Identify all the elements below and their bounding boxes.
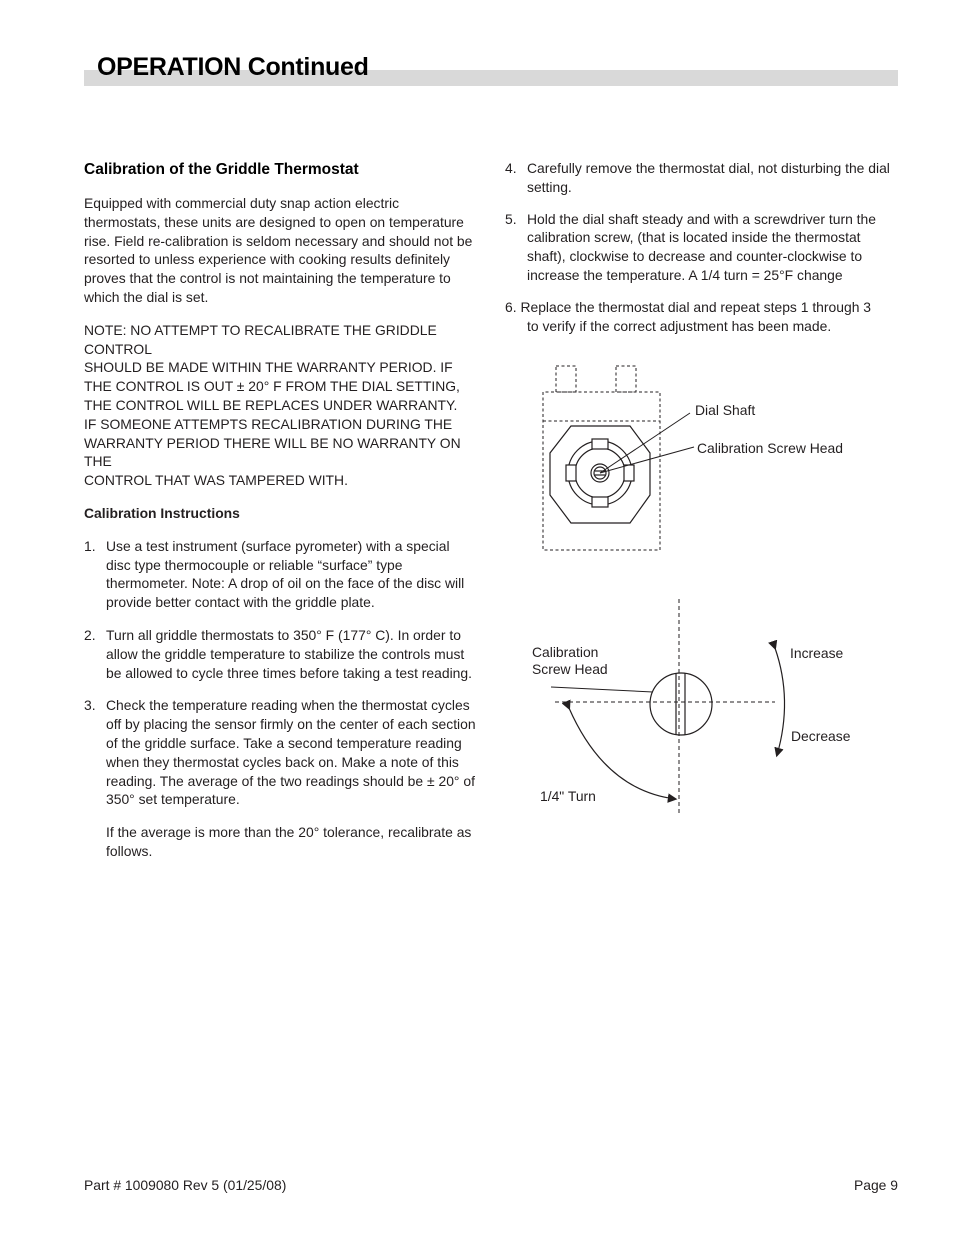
axis-lines	[555, 599, 775, 815]
instruction-step-1	[84, 537, 478, 612]
instruction-step-6	[505, 298, 900, 336]
label-screw-head: Screw Head	[532, 661, 608, 677]
note-line: THE CONTROL IS OUT ± 20° F FROM THE DIAL SETTING,	[84, 378, 460, 395]
footer-part-number: Part # 1009080 Rev 5 (01/25/08)	[84, 1177, 287, 1193]
right-column	[505, 159, 900, 335]
step-text: Turn all griddle thermostats to 350° F (177° C). In order to allow the griddle temperature to stabilize the controls must be allowed to cycle three times before taking a test reading.	[106, 626, 472, 681]
note-line: WARRANTY PERIOD THERE WILL BE NO WARRANTY ON THE	[84, 434, 461, 470]
intro-paragraph: Equipped with commercial duty snap action electric thermostats, these units are designed to open on temperature rise. Field re-calibration is seldom necessary and should not be resorted to unless experience with cooking results definitely proves that the control is not maintaining the temperature to which the dial is set.	[84, 195, 473, 305]
step-number: 1.	[84, 537, 96, 554]
step-text: Hold the dial shaft steady and with a screwdriver turn the calibration screw, (that is located inside the thermostat shaft), clockwise to decrease and counter-clockwise to increase the temperature. A 1/4 turn = 25°F change	[527, 210, 876, 283]
label-increase: Increase	[790, 645, 844, 661]
thermostat-plate	[550, 426, 650, 523]
note-line: SHOULD BE MADE WITHIN THE WARRANTY PERIOD. IF	[84, 359, 453, 376]
screw-head	[650, 673, 712, 735]
left-column	[84, 160, 478, 861]
footer-page-number: Page 9	[853, 1177, 898, 1193]
label-dial-shaft: Dial Shaft	[695, 402, 756, 418]
page-title: OPERATION Continued	[97, 53, 369, 81]
step-number: 2.	[84, 626, 96, 643]
step-3-followup: If the average is more than the 20° tolerance, recalibrate as follows.	[106, 824, 472, 859]
instructions-heading: Calibration Instructions	[84, 504, 240, 521]
instruction-step-2	[84, 626, 478, 682]
label-calibration-screw-head: Calibration Screw Head	[697, 440, 843, 456]
quarter-turn-arc	[569, 708, 675, 799]
warranty-note	[84, 321, 478, 490]
step-number: 3.	[84, 697, 96, 714]
label-decrease: Decrease	[791, 728, 851, 744]
step-text: to verify if the correct adjustment has been made.	[527, 317, 832, 334]
step-number: 4.	[505, 160, 517, 176]
label-calibration: Calibration	[532, 644, 599, 660]
thermostat-diagram	[530, 355, 890, 560]
step-text: 6. Replace the thermostat dial and repeat steps 1 through 3	[505, 298, 872, 315]
increase-decrease-arc	[775, 648, 785, 755]
step-number: 5.	[505, 210, 517, 227]
step-text: Use a test instrument (surface pyrometer) with a special disc type thermocouple or reliable “surface” type thermometer. Note: A drop of oil on the face of the disc will provide better contact with the griddle plate.	[106, 537, 465, 611]
instruction-step-3	[84, 696, 478, 809]
instruction-step-5	[505, 210, 900, 285]
step-text: Carefully remove the thermostat dial, not disturbing the dial setting.	[527, 160, 890, 195]
note-line: CONTROL THAT WAS TAMPERED WITH.	[84, 472, 348, 489]
screw-head-leader	[551, 687, 653, 692]
leader-lines	[600, 413, 694, 473]
instruction-step-4	[505, 159, 900, 197]
section-title: Calibration of the Griddle Thermostat	[84, 161, 359, 178]
note-line: THE CONTROL WILL BE REPLACES UNDER WARRANTY.	[84, 396, 458, 413]
step-text: Check the temperature reading when the thermostat cycles off by placing the sensor firmly on the center of each section of the griddle surface. Take a second temperature reading when they thermostat cycles back on. Make a note of this reading. The average of the two readings should be ± 20° of 350° set temperature.	[106, 697, 476, 808]
note-line: IF SOMEONE ATTEMPTS RECALIBRATION DURING THE	[84, 415, 453, 432]
label-quarter-turn: 1/4" Turn	[540, 788, 596, 804]
quarter-turn-diagram	[525, 595, 865, 820]
note-line: NOTE: NO ATTEMPT TO RECALIBRATE THE GRIDDLE CONTROL	[84, 321, 437, 357]
